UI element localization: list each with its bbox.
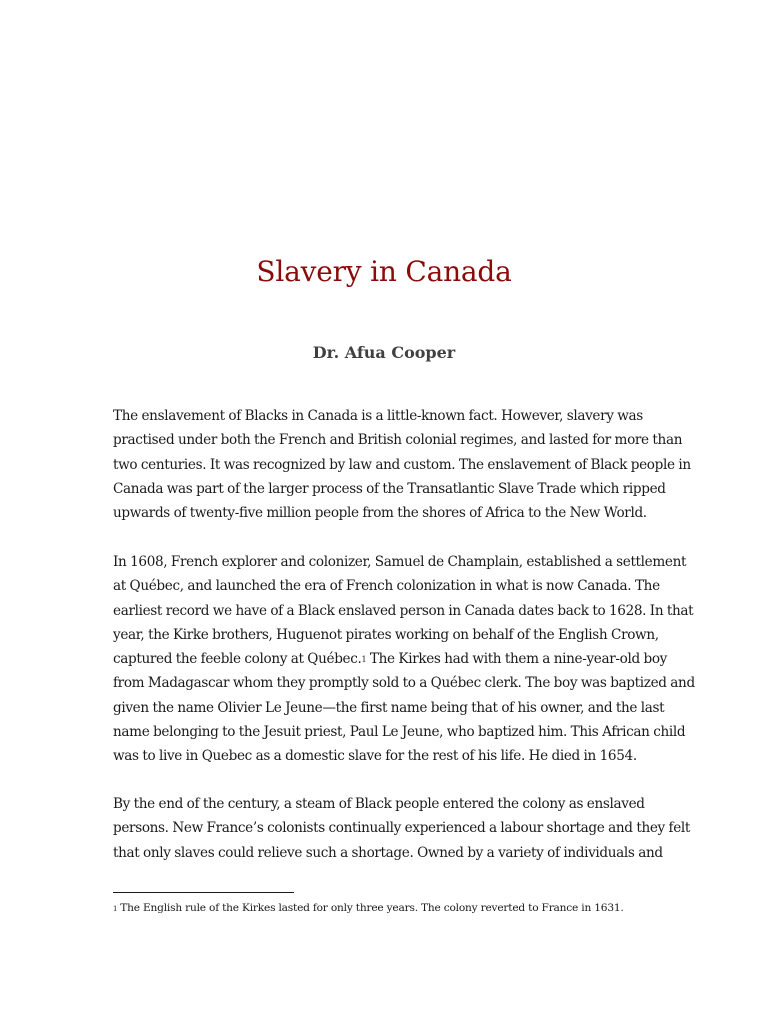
paragraph-line bbox=[113, 647, 668, 671]
paragraph-line: In 1608, French explorer and colonizer, Samuel de Champlain, established a settlement bbox=[113, 554, 687, 570]
footnote-reference[interactable]: 1 bbox=[361, 655, 367, 665]
paragraph-line: practised under both the French and British colonial regimes, and lasted for more than bbox=[113, 432, 683, 449]
paragraph-line: at Québec, and launched the era of French colonization in what is now Canada. The bbox=[113, 578, 660, 595]
paragraph-line: name belonging to the Jesuit priest, Paul Le Jeune, who baptized him. This African child bbox=[113, 724, 686, 741]
paragraph-2 bbox=[113, 550, 695, 769]
document-title: Slavery in Canada bbox=[256, 255, 512, 288]
paragraph-line: The enslavement of Blacks in Canada is a little-known fact. However, slavery was bbox=[113, 408, 643, 424]
footnote-number: 1 bbox=[113, 905, 118, 913]
paragraph-line: By the end of the century, a steam of Black people entered the colony as enslaved bbox=[113, 796, 645, 812]
paragraph-3 bbox=[113, 792, 691, 865]
paragraph-line: two centuries. It was recognized by law and custom. The enslavement of Black people in bbox=[113, 456, 691, 473]
paragraph-line: year, the Kirke brothers, Huguenot pirates working on behalf of the English Crown, bbox=[113, 626, 659, 643]
paragraph-line: was to live in Quebec as a domestic slave for the rest of his life. He died in 1654. bbox=[113, 748, 637, 765]
paragraph-line: given the name Olivier Le Jeune—the first name being that of his owner, and the last bbox=[113, 699, 665, 716]
footnote-text: The English rule of the Kirkes lasted for only three years. The colony reverted to France in 1631. bbox=[120, 902, 624, 914]
paragraph-line: Canada was part of the larger process of the Transatlantic Slave Trade which ripped bbox=[113, 480, 666, 497]
paragraph-line-text: The Kirkes had with them a nine-year-old boy bbox=[366, 651, 668, 668]
author-name: Dr. Afua Cooper bbox=[312, 343, 456, 362]
footnote-divider bbox=[113, 892, 294, 893]
paragraph-line: upwards of twenty-five million people from the shores of Africa to the New World. bbox=[113, 505, 647, 522]
paragraph-line-text: captured the feeble colony at Québec. bbox=[113, 651, 362, 668]
paragraph-line: from Madagascar whom they promptly sold to a Québec clerk. The boy was baptized and bbox=[113, 675, 695, 692]
paragraph-line: persons. New France’s colonists continually experienced a labour shortage and they felt bbox=[113, 820, 691, 837]
paragraph-line: earliest record we have of a Black enslaved person in Canada dates back to 1628. In that bbox=[113, 602, 694, 619]
footnote bbox=[113, 900, 673, 916]
paragraph-line: that only slaves could relieve such a shortage. Owned by a variety of individuals and bbox=[113, 844, 663, 861]
paragraph-1 bbox=[113, 404, 691, 525]
